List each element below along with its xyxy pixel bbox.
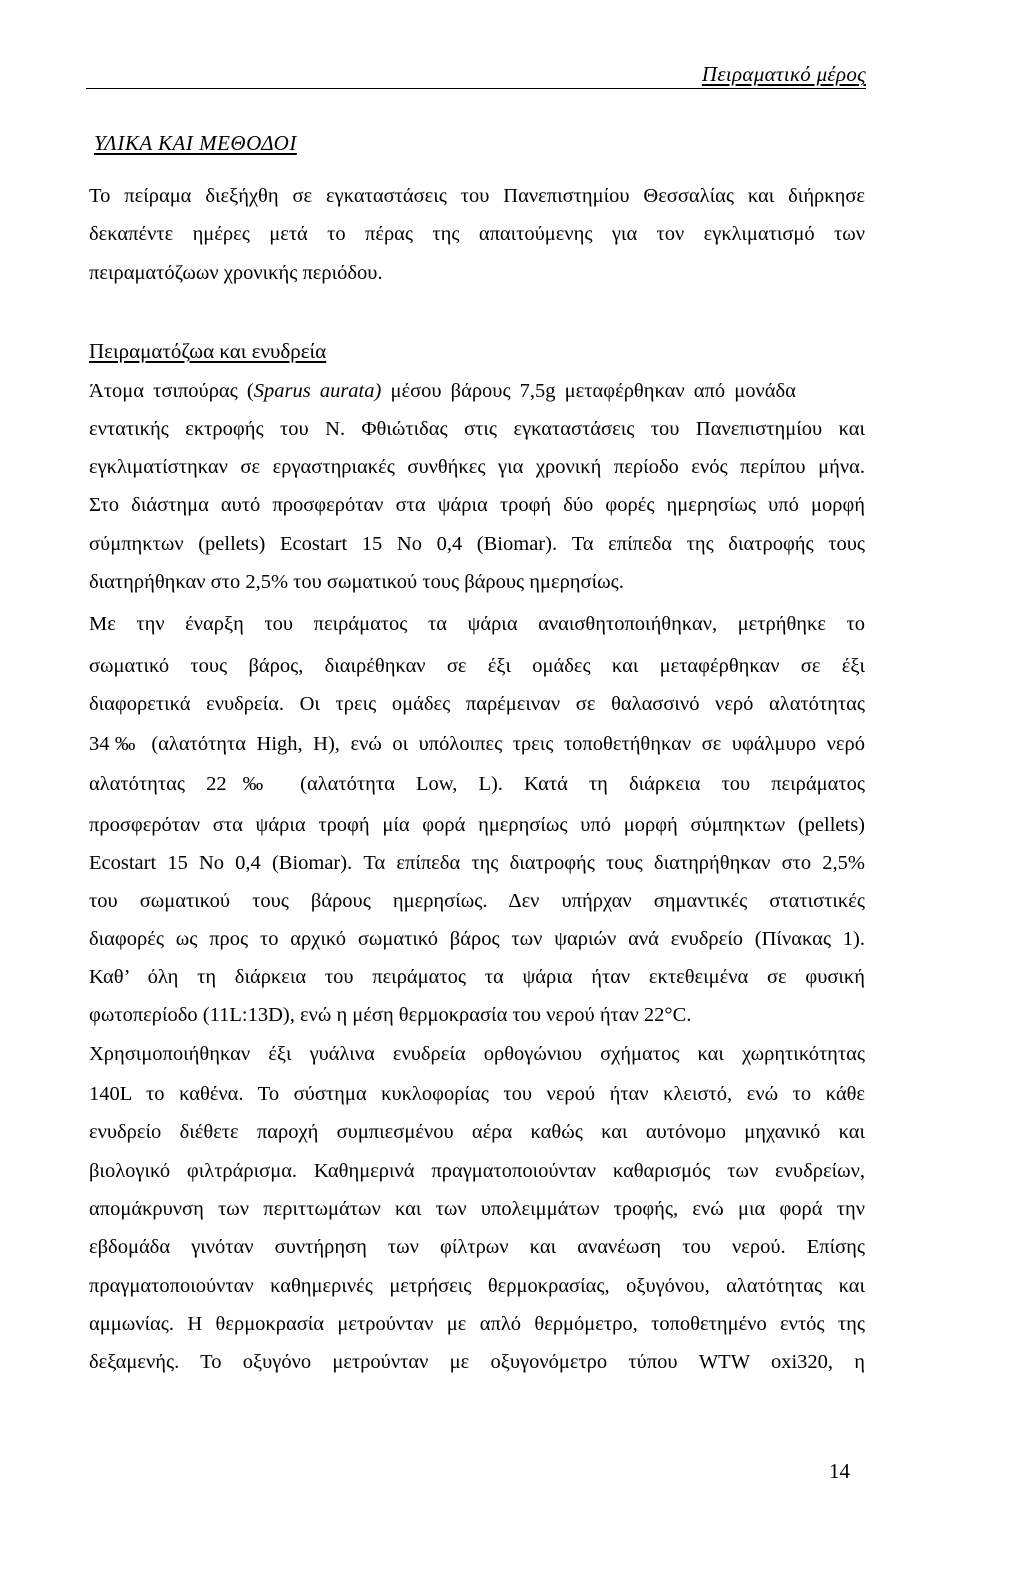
paragraph-line: διαφορές ως προς το αρχικό σωματικό βάρος των ψαριών ανά ενυδρείο (Πίνακας 1). — [89, 928, 865, 950]
text-run: Άτομα τσιπούρας ( — [89, 380, 254, 402]
section-title: ΥΛΙΚΑ ΚΑΙ ΜΕΘΟΔΟΙ — [94, 131, 297, 155]
paragraph-line: 140L το καθένα. Το σύστημα κυκλοφορίας του νερού ήταν κλειστό, ενώ το κάθε — [89, 1083, 865, 1105]
intro-line: Το πείραμα διεξήχθη σε εγκαταστάσεις του Πανεπιστημίου Θεσσαλίας και διήρκησε — [89, 185, 865, 207]
paragraph-line: προσφερόταν στα ψάρια τροφή μία φορά ημερησίως υπό μορφή σύμπηκτων (pellets) — [89, 814, 865, 836]
intro-line: δεκαπέντε ημέρες μετά το πέρας της απαιτούμενης για τον εγκλιματισμό των — [89, 223, 865, 245]
page-number: 14 — [829, 1459, 850, 1483]
paragraph-line: φωτοπερίοδο (11L:13D), ενώ η μέση θερμοκρασία του νερού ήταν 22°C. — [89, 1004, 692, 1026]
header-title: Πειραματικό μέρος — [701, 62, 866, 86]
paragraph-line: Με την έναρξη του πειράματος τα ψάρια αναισθητοποιήθηκαν, μετρήθηκε το — [89, 613, 865, 635]
paragraph-line — [89, 377, 865, 405]
paragraph-line: δεξαμενής. Το οξυγόνο μετρούνταν με οξυγονόμετρο τύπου WTW oxi320, η — [89, 1351, 865, 1373]
paragraph-line: Ecostart 15 No 0,4 (Biomar). Τα επίπεδα της διατροφής τους διατηρήθηκαν στο 2,5% — [89, 852, 865, 874]
paragraph-line: 34‰ (αλατότητα High, H), ενώ οι υπόλοιπες τρεις τοποθετήθηκαν σε υφάλμυρο νερό — [89, 733, 865, 755]
paragraph-line: εβδομάδα γινόταν συντήρηση των φίλτρων και ανανέωση του νερού. Επίσης — [89, 1236, 865, 1258]
paragraph-line: απομάκρυνση των περιττωμάτων και των υπολειμμάτων τροφής, ενώ μια φορά την — [89, 1198, 865, 1220]
paragraph-line: Στο διάστημα αυτό προσφερόταν στα ψάρια τροφή δύο φορές ημερησίως υπό μορφή — [89, 494, 865, 516]
paragraph-line: του σωματικού τους βάρους ημερησίως. Δεν υπήρχαν σημαντικές στατιστικές — [89, 890, 865, 912]
paragraph-line: πραγματοποιούνταν καθημερινές μετρήσεις θερμοκρασίας, οξυγόνου, αλατότητας και — [89, 1275, 865, 1297]
paragraph-line: βιολογικό φιλτράρισμα. Καθημερινά πραγματοποιούνταν καθαρισμός των ενυδρείων, — [89, 1160, 865, 1182]
paragraph-line: αμμωνίας. Η θερμοκρασία μετρούνταν με απλό θερμόμετρο, τοποθετημένο εντός της — [89, 1313, 865, 1335]
paragraph-line: σωματικό τους βάρος, διαιρέθηκαν σε έξι ομάδες και μεταφέρθηκαν σε έξι — [89, 655, 865, 677]
paragraph-line: σύμπηκτων (pellets) Ecostart 15 No 0,4 (Biomar). Τα επίπεδα της διατροφής τους — [89, 533, 865, 555]
paragraph-line: διαφορετικά ενυδρεία. Οι τρεις ομάδες παρέμειναν σε θαλασσινό νερό αλατότητας — [89, 693, 865, 715]
paragraph-line: διατηρήθηκαν στο 2,5% του σωματικού τους βάρους ημερησίως. — [89, 571, 624, 593]
paragraph-line: Χρησιμοποιήθηκαν έξι γυάλινα ενυδρεία ορθογώνιου σχήματος και χωρητικότητας — [89, 1043, 865, 1065]
intro-line: πειραματόζωων χρονικής περιόδου. — [89, 262, 383, 284]
paragraph-line: Καθ’ όλη τη διάρκεια του πειράματος τα ψάρια ήταν εκτεθειμένα σε φυσική — [89, 966, 865, 988]
species-name: Sparus aurata) — [253, 380, 382, 402]
paragraph-line: εγκλιματίστηκαν σε εργαστηριακές συνθήκες για χρονική περίοδο ενός περίπου μήνα. — [89, 456, 865, 478]
paragraph-line: αλατότητας 22‰ (αλατότητα Low, L). Κατά τη διάρκεια του πειράματος — [89, 773, 865, 795]
paragraph-line: εντατικής εκτροφής του Ν. Φθιώτιδας στις εγκαταστάσεις του Πανεπιστημίου και — [89, 418, 865, 440]
running-header — [86, 56, 866, 89]
text-run: μέσου βάρους 7,5g μεταφέρθηκαν από μονάδα — [381, 380, 796, 402]
subheading: Πειραματόζωα και ενυδρεία — [89, 339, 327, 363]
paragraph-line: ενυδρείο διέθετε παροχή συμπιεσμένου αέρα καθώς και αυτόνομο μηχανικό και — [89, 1121, 865, 1143]
